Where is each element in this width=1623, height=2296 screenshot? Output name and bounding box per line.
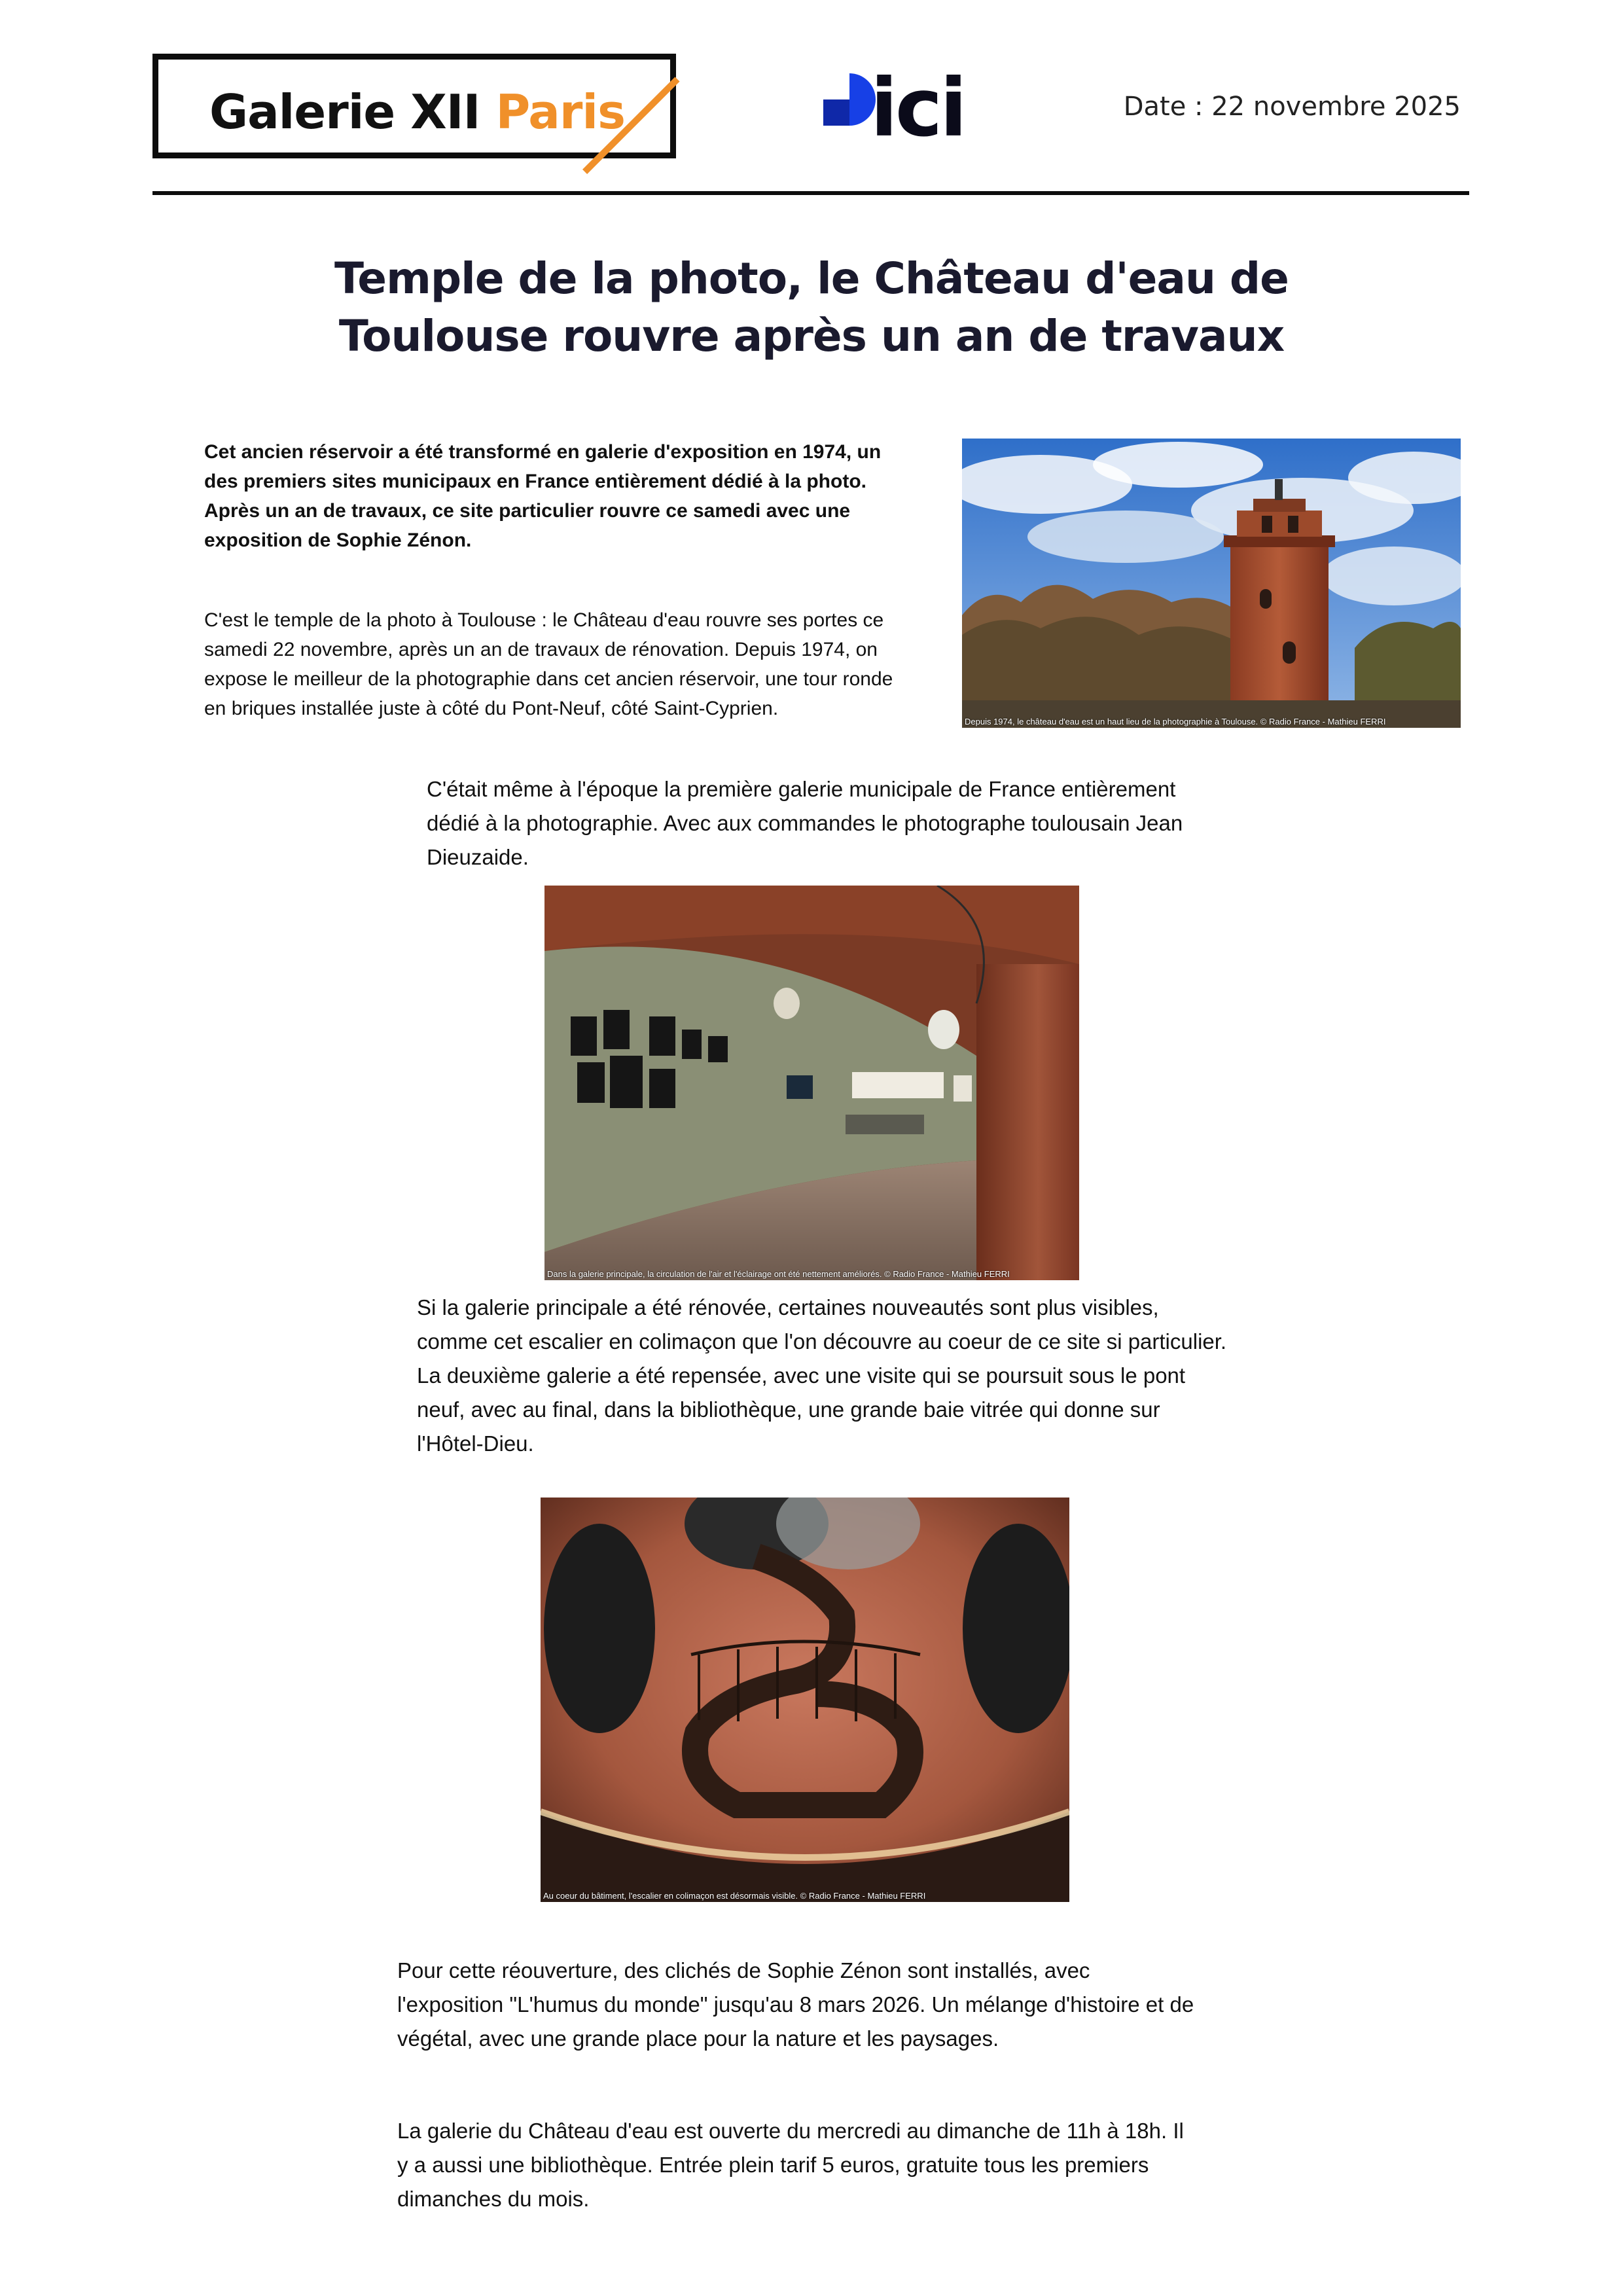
gallery-logo <box>152 54 676 158</box>
gallery-interior-photo-caption: Dans la galerie principale, la circulation de l'air et l'éclairage ont été nettement améliorés. © Radio France - Mathieu FERRI <box>547 1269 1010 1279</box>
ici-dot-icon <box>823 73 876 139</box>
header-divider <box>152 191 1469 195</box>
tower-photo <box>962 439 1461 728</box>
spiral-staircase-photo <box>541 1498 1069 1902</box>
gallery-interior-photo <box>544 886 1079 1280</box>
spiral-staircase-photo-caption: Au coeur du bâtiment, l'escalier en colimaçon est désormais visible. © Radio France - Mathieu FERRI <box>543 1891 926 1901</box>
article-paragraph-5: La galerie du Château d'eau est ouverte du mercredi au dimanche de 11h à 18h. Il y a aussi une bibliothèque. Entrée plein tarif 5 euros, gratuite tous les premiers dimanches du mois. <box>397 2119 1184 2211</box>
gallery-city: Paris <box>495 84 625 139</box>
title-line-2: Toulouse rouvre après un an de travaux <box>338 311 1285 361</box>
article-paragraph-3: Si la galerie principale a été rénovée, certaines nouveautés sont plus visibles, comme cet escalier en colimaçon que l'on découvre au coeur de ce site si particulier. La deuxième galerie a été repensée, avec une visite qui se poursuit sous le pont neuf, avec au final, dans la bibliothèque, une grande baie vitrée qui donne sur l'Hôtel-Dieu. <box>417 1295 1227 1456</box>
tower-photo-caption: Depuis 1974, le château d'eau est un haut lieu de la photographie à Toulouse. © Radio France - Mathieu FERRI <box>965 717 1386 726</box>
article-title <box>196 250 1427 365</box>
article-paragraph-4: Pour cette réouverture, des clichés de Sophie Zénon sont installés, avec l'exposition "L'humus du monde" jusqu'au 8 mars 2026. Un mélange d'histoire et de végétal, avec une grande place pour la nature et les paysages. <box>397 1958 1194 2051</box>
title-line-1: Temple de la photo, le Château d'eau de <box>334 253 1289 304</box>
ici-logo <box>823 62 987 154</box>
article-lead: Cet ancien réservoir a été transformé en galerie d'exposition en 1974, un des premiers sites municipaux en France entièrement dédié à la photo. Après un an de travaux, ce site particulier rouvre ce samedi avec une exposition de Sophie Zénon. <box>204 441 882 551</box>
gallery-logo-text <box>209 84 625 139</box>
ici-logo-text: ici <box>870 62 965 154</box>
publication-date: Date : 22 novembre 2025 <box>1123 92 1461 122</box>
article-paragraph-2: C'était même à l'époque la première galerie municipale de France entièrement dédié à la photographie. Avec aux commandes le photographe toulousain Jean Dieuzaide. <box>427 777 1183 869</box>
gallery-name: Galerie XII <box>209 84 480 139</box>
article-intro: C'est le temple de la photo à Toulouse : le Château d'eau rouvre ses portes ce samedi 22 novembre, après un an de travaux de rénovation. Depuis 1974, on expose le meilleur de la photographie dans cet ancien réservoir, une tour ronde en briques installée juste à côté du Pont-Neuf, côté Saint-Cyprien. <box>204 609 893 719</box>
